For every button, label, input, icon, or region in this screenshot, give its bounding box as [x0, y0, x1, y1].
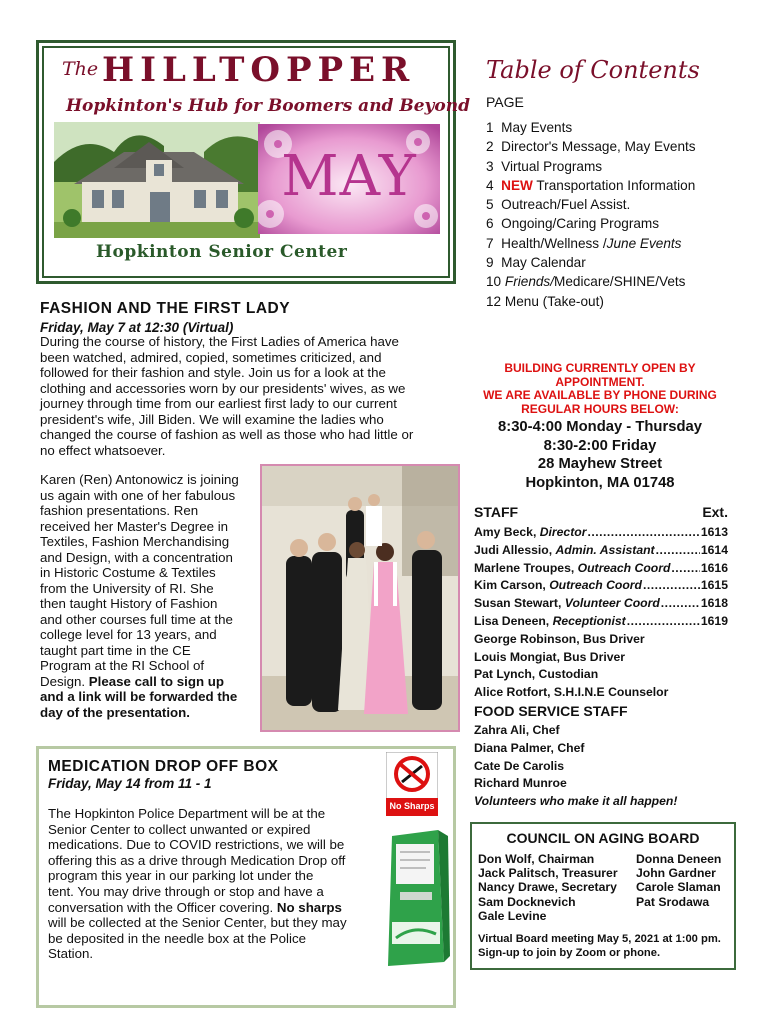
staff-row: Susan Stewart, Volunteer Coord ..... 1618	[474, 595, 728, 613]
toc-list	[486, 118, 696, 311]
toc-item: 7 Health/Wellness /June Events	[486, 235, 682, 251]
staff-heading: STAFF Ext.	[474, 504, 728, 520]
presenter-bio: Karen (Ren) Antonowicz is joining us again with one of her fabulous fashion presentations. Ren received her Master's Degree in Textiles, Fashion Merchandising and Design, with a concentration in Historic Costume & Textiles from the University of RI. She then taught History of Fashion and other courses full time at the college level for 13 years, and taught part time in the CE Program at the RI School of Design. Please call to sign up and a link will be forwarded the day of the presentation.	[40, 472, 239, 720]
toc-item: 6 Ongoing/Caring Programs	[486, 216, 660, 232]
toc-item: 5 Outreach/Fuel Assist.	[486, 197, 631, 213]
staff-other: George Robinson, Bus Driver	[474, 631, 645, 646]
toc-item: 3 Virtual Programs	[486, 158, 603, 174]
may-flowers-image	[258, 124, 440, 234]
toc-item: 12 Menu (Take-out)	[486, 293, 604, 309]
board-meeting-note: Virtual Board meeting May 5, 2021 at 1:00 pm. Sign-up to join by Zoom or phone.	[478, 933, 721, 959]
toc-item: 1 May Events	[486, 120, 573, 135]
fashion-date: Friday, May 7 at 12:30 (Virtual)	[40, 320, 234, 335]
toc-item: 2 Director's Message, May Events	[486, 139, 696, 155]
first-lady-photo	[260, 464, 460, 732]
staff-list	[474, 524, 728, 702]
staff-row: Amy Beck, Director ..... 1613	[474, 524, 728, 542]
volunteers-line: Volunteers who make it all happen!	[474, 794, 678, 809]
senior-center-name: Hopkinton Senior Center	[96, 242, 348, 262]
medication-date: Friday, May 14 from 11 - 1	[48, 776, 212, 791]
council-heading: COUNCIL ON AGING BOARD	[506, 830, 700, 846]
fashion-body: During the course of history, the First Ladies of America have been watched, admired, copied, sometimes criticized, and followed for their fashion and style. Join us for a look at the clothing and accessories worn by our presidents' wives, as we journey through time from our earliest first lady to our current president's wife, Jill Biden. We will examine the ladies who changed the course of fashion as well as those who had little or no effect whatsoever.	[40, 334, 414, 458]
staff-row: Kim Carson, Outreach Coord ..... 1615	[474, 577, 728, 595]
staff-other: Louis Mongiat, Bus Driver	[474, 649, 626, 664]
medication-body: The Hopkinton Police Department will be at the Senior Center to collect unwanted or expired medications. Due to COVID restrictions, we will be offering this as a drive through Medication Drop off program this year in our parking lot under the tent. You may drive through or stop and have a conversation with the Officer covering. No sharps will be collected at the Senior Center, but they may be deposited in the needle box at the Police Station.	[48, 806, 347, 962]
building-notice: BUILDING CURRENTLY OPEN BY APPOINTMENT. WE ARE AVAILABLE BY PHONE DURING REGULAR HOURS BELOW:	[483, 361, 717, 416]
food-service-list: Zahra Ali, Chef Diana Palmer, Chef Cate De Carolis Richard Munroe Volunteers who make it all happen!	[474, 722, 677, 811]
food-service-heading: FOOD SERVICE STAFF	[474, 703, 628, 719]
hours-and-address: 8:30-4:00 Monday - Thursday 8:30-2:00 Friday 28 Mayhew Street Hopkinton, MA 01748	[498, 419, 702, 491]
toc-item: 10 Friends/Medicare/SHINE/Vets	[486, 274, 686, 290]
newsletter-title: HILLTOPPER	[102, 50, 416, 90]
staff-other: Pat Lynch, Custodian	[474, 667, 599, 682]
staff-row: Lisa Deneen, Receptionist ..... 1619	[474, 613, 728, 631]
toc-item: 9 May Calendar	[486, 255, 586, 271]
medication-drop-kiosk-image	[378, 826, 452, 970]
council-members: Don Wolf, Chairman Donna Deneen Jack Palitsch, Treasurer John Gardner Nancy Drawe, Secretary Carole Slaman Sam Docknevich Pat Srodawa Gale Levine	[478, 852, 722, 923]
toc-item: 4 NEW Transportation Information	[486, 177, 696, 193]
senior-center-building-photo	[54, 122, 260, 238]
new-badge: NEW	[501, 177, 533, 193]
medication-heading: MEDICATION DROP OFF BOX	[48, 758, 279, 775]
staff-other: Alice Rotfort, S.H.I.N.E Counselor	[474, 685, 669, 700]
toc-page-label: PAGE	[486, 94, 524, 110]
staff-row: Judi Allessio, Admin. Assistant ..... 1614	[474, 542, 728, 560]
no-sharps-sign	[386, 752, 438, 816]
no-sharps-label: No Sharps	[389, 801, 435, 811]
toc-title: Table of Contents	[486, 56, 700, 84]
may-image-text: MAY	[281, 144, 417, 209]
masthead-the: The	[62, 58, 99, 80]
newsletter-tagline: Hopkinton's Hub for Boomers and Beyond	[66, 96, 471, 116]
staff-row: Marlene Troupes, Outreach Coord ..... 1616	[474, 560, 728, 578]
fashion-heading: FASHION AND THE FIRST LADY	[40, 300, 291, 317]
